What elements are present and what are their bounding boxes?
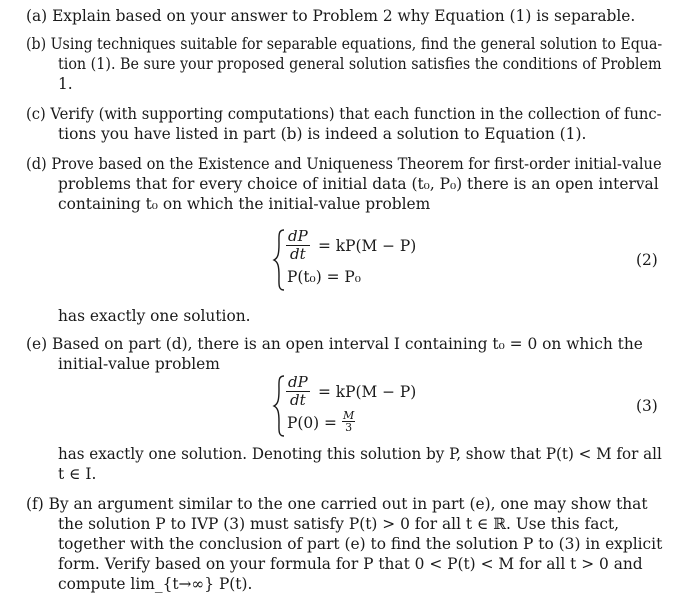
part-e-line-1: (e) Based on part (d), there is an open interval I containing t₀ = 0 on which the	[26, 335, 643, 353]
part-f-line-4: form. Verify based on your formula for P that 0 < P(t) < M for all t > 0 and	[58, 555, 643, 573]
eq2-number: (2)	[636, 251, 658, 269]
eq3-line1-rhs: = kP(M − P)	[318, 383, 417, 401]
left-brace-icon	[272, 374, 286, 438]
part-e-line-2: initial-value problem	[58, 355, 220, 373]
eq2-line1-rhs: = kP(M − P)	[318, 237, 417, 255]
eq3-line2-lhs: P(0) =	[287, 414, 337, 432]
part-a-line-1: (a) Explain based on your answer to Problem 2 why Equation (1) is separable.	[26, 7, 636, 25]
part-e-after-line-1: has exactly one solution. Denoting this solution by P, show that P(t) < M for all	[58, 445, 662, 463]
part-c-line-1: (c) Verify (with supporting computations) that each function in the collection of func-	[26, 105, 662, 123]
part-d-line-1: (d) Prove based on the Existence and Uniqueness Theorem for first-order initial-value	[26, 155, 662, 173]
eq2-fraction-numerator: dP	[288, 227, 308, 245]
part-b-line-2: tion (1). Be sure your proposed general solution satisfies the conditions of Problem	[58, 55, 662, 73]
eq3-small-denominator: 3	[345, 421, 353, 434]
eq2-line2: P(t₀) = P₀	[287, 268, 361, 286]
part-f-line-2: the solution P to IVP (3) must satisfy P(t) > 0 for all t ∈ ℝ. Use this fact,	[58, 515, 620, 533]
part-b-line-3: 1.	[58, 75, 73, 93]
eq3-fraction-numerator: dP	[288, 373, 308, 391]
eq3-m-over-3-fraction	[342, 410, 355, 433]
eq3-number: (3)	[636, 397, 658, 415]
part-f-line-1: (f) By an argument similar to the one carried out in part (e), one may show that	[26, 495, 648, 513]
part-d-line-3: containing t₀ on which the initial-value problem	[58, 195, 431, 213]
part-f-line-5: compute lim_{t→∞} P(t).	[58, 575, 253, 593]
eq3-fraction-denominator: dt	[290, 391, 306, 409]
part-e-after-line-2: t ∈ I.	[58, 465, 97, 483]
eq2-derivative-fraction	[286, 228, 310, 263]
left-brace-icon	[272, 228, 286, 292]
part-f-line-3: together with the conclusion of part (e) to find the solution P to (3) in explicit	[58, 535, 663, 553]
part-d-line-2: problems that for every choice of initial data (t₀, P₀) there is an open interval	[58, 175, 659, 193]
part-d-after: has exactly one solution.	[58, 307, 251, 325]
eq2-fraction-denominator: dt	[290, 245, 306, 263]
part-c-line-2: tions you have listed in part (b) is indeed a solution to Equation (1).	[58, 125, 587, 143]
eq3-small-numerator: M	[343, 409, 355, 422]
eq3-derivative-fraction	[286, 374, 310, 409]
part-b-line-1: (b) Using techniques suitable for separable equations, find the general solution to Equa-	[26, 35, 663, 53]
